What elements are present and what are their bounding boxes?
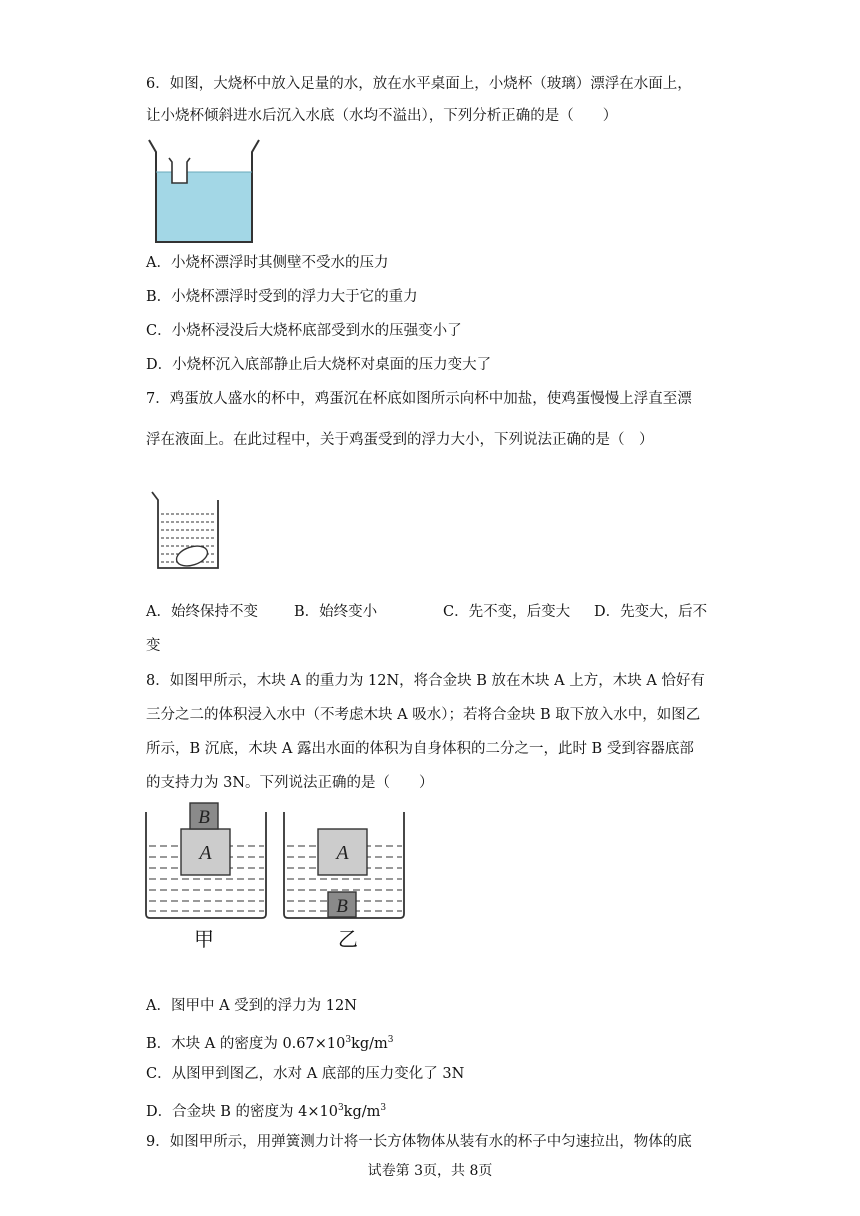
q7-option-c: C．先不变，后变大 xyxy=(443,604,571,620)
q8-stem-line-4: 的支持力为 3N。下列说法正确的是（ ） xyxy=(146,775,434,791)
q8-option-a: A．图甲中 A 受到的浮力为 12N xyxy=(146,998,357,1014)
label-b-jia: B xyxy=(198,807,210,828)
label-a-jia: A xyxy=(199,842,212,864)
q8-option-b: B．木块 A 的密度为 $0.67\times 10^3kg/m^3$ xyxy=(146,1035,394,1052)
q6-beaker-figure xyxy=(146,136,262,246)
q6-option-b: B．小烧杯漂浮时受到的浮力大于它的重力 xyxy=(146,289,418,305)
q6-option-d: D．小烧杯沉入底部静止后大烧杯对桌面的压力变大了 xyxy=(146,357,492,373)
egg xyxy=(174,542,210,569)
q8-stem-line-2: 三分之二的体积浸入水中（不考虑木块 A 吸水）；若将合金块 B 取下放入水中，如图乙 xyxy=(146,707,701,723)
q6-stem-line-1: 6．如图，大烧杯中放入足量的水，放在水平桌面上，小烧杯（玻璃）漂浮在水面上， xyxy=(146,76,692,92)
caption-jia: 甲 xyxy=(194,927,214,951)
q6-stem-line-2: 让小烧杯倾斜进水后沉入水底（水均不溢出），下列分析正确的是（ ） xyxy=(146,108,618,124)
q8-blocks-figure xyxy=(144,800,410,952)
q7-option-a: A．始终保持不变 xyxy=(146,604,258,620)
container-jia xyxy=(146,803,266,918)
q8-stem-line-1: 8．如图甲所示，木块 A 的重力为 12N，将合金块 B 放在木块 A 上方，木块 A 恰好有 xyxy=(146,673,705,689)
q7-egg-cup-figure xyxy=(150,490,226,572)
q8-stem-line-3: 所示，B 沉底，木块 A 露出水面的体积为自身体积的二分之一，此时 B 受到容器底部 xyxy=(146,741,694,757)
label-b-yi: B xyxy=(336,896,348,917)
q7-option-d: D．先变大，后不 xyxy=(594,604,708,620)
q9-stem-line-1: 9．如图甲所示，用弹簧测力计将一长方体物体从装有水的杯子中匀速拉出，物体的底 xyxy=(146,1134,692,1150)
q8-option-d: D．合金块 B 的密度为 $4\times 10^3kg/m^3$ xyxy=(146,1103,387,1120)
q6-option-c: C．小烧杯浸没后大烧杯底部受到水的压强变小了 xyxy=(146,323,462,339)
q7-stem-line-2: 浮在液面上。在此过程中，关于鸡蛋受到的浮力大小，下列说法正确的是（ ） xyxy=(146,432,654,448)
q7-stem-line-1: 7．鸡蛋放人盛水的杯中，鸡蛋沉在杯底如图所示向杯中加盐，使鸡蛋慢慢上浮直至漂 xyxy=(146,391,692,407)
container-yi xyxy=(284,812,404,918)
small-beaker xyxy=(169,158,190,183)
water-fill xyxy=(156,172,252,242)
caption-yi: 乙 xyxy=(338,927,358,951)
page-footer: 试卷第 3页，共 8页 xyxy=(367,1163,493,1179)
q6-option-a: A．小烧杯漂浮时其侧壁不受水的压力 xyxy=(146,255,389,271)
q8-option-c: C．从图甲到图乙，水对 A 底部的压力变化了 3N xyxy=(146,1066,465,1082)
q7-option-d-cont: 变 xyxy=(146,638,161,654)
label-a-yi: A xyxy=(336,842,349,864)
q7-option-b: B．始终变小 xyxy=(294,604,378,620)
